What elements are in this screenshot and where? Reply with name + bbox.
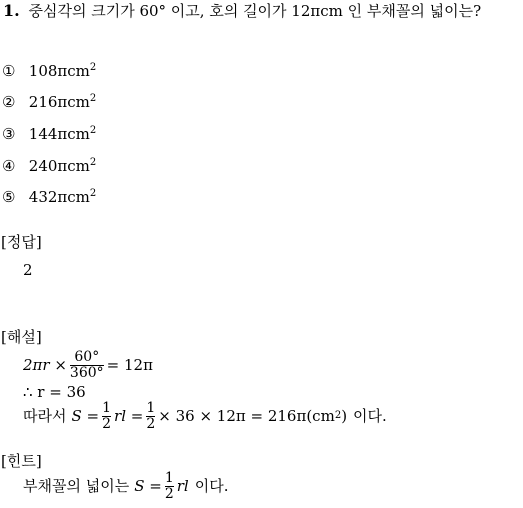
choice-value: 144πcm — [28, 125, 90, 143]
choice-value: 432πcm — [28, 188, 90, 206]
choice-marker: ② — [2, 93, 16, 111]
explanation-heading: [해설] — [1, 328, 42, 346]
hint-fraction — [165, 471, 174, 502]
choice-marker: ③ — [2, 125, 16, 143]
explanation-line-1 — [23, 347, 153, 383]
explanation-expr-left: 2πr × — [23, 355, 67, 374]
fraction-denominator: 2 — [164, 485, 174, 502]
choice-marker: ① — [2, 62, 16, 80]
hint-line — [23, 468, 228, 504]
fraction-denominator: 2 — [102, 415, 112, 432]
choice-unit-sup: 2 — [89, 188, 97, 199]
question — [3, 3, 481, 19]
explanation-prefix: 따라서 — [23, 406, 67, 425]
answer-value: 2 — [23, 261, 33, 279]
explanation-rl: rl = — [114, 406, 144, 425]
explanation-line-3: 따라서 S = $\frac{1}{2}$ rl = $\frac{1}{2}$ × 36 × 12π = 216π(cm 2 ) 이다. — [23, 399, 387, 432]
answer-heading: [정답] — [1, 233, 42, 251]
half-fraction — [102, 401, 111, 432]
hint-heading: [힌트] — [1, 452, 42, 470]
fraction-numerator: 1 — [102, 399, 112, 416]
choice-unit-sup: 2 — [89, 125, 97, 136]
explanation-suffix: 이다. — [353, 406, 387, 425]
fraction-denominator: 2 — [146, 415, 156, 432]
explanation-line-2: ∴ r = 36 — [23, 383, 86, 401]
explanation-s: S = — [71, 406, 100, 425]
fraction-numerator: 60° — [74, 348, 100, 365]
hint-suffix: 이다. — [194, 476, 229, 495]
hint-s: S = — [134, 476, 162, 495]
choice-1[interactable] — [2, 64, 96, 79]
hint-rl: rl — [176, 476, 189, 495]
explanation-close: ) — [341, 406, 348, 425]
choice-value: 108πcm — [28, 62, 90, 80]
question-number: 1. — [3, 1, 20, 20]
degree-fraction — [70, 350, 104, 381]
half-fraction-2 — [146, 401, 155, 432]
choice-marker: ⑤ — [2, 188, 16, 206]
choice-unit-sup: 2 — [89, 62, 97, 73]
choice-unit-sup: 2 — [89, 157, 97, 168]
fraction-numerator: 1 — [164, 469, 174, 486]
fraction-numerator: 1 — [146, 399, 156, 416]
choice-4[interactable] — [2, 159, 96, 174]
question-text: 중심각의 크기가 60° 이고, 호의 길이가 12πcm 인 부채꼴의 넓이는? — [28, 2, 482, 20]
choice-value: 216πcm — [28, 93, 90, 111]
fraction-denominator: 360° — [69, 364, 104, 381]
explanation-expr-right: = 12π — [106, 355, 153, 374]
choice-2[interactable] — [2, 95, 96, 110]
explanation-calc: × 36 × 12π = 216π(cm — [158, 406, 335, 425]
choice-3[interactable] — [2, 127, 96, 142]
choice-unit-sup: 2 — [89, 93, 97, 104]
choice-marker: ④ — [2, 157, 16, 175]
hint-prefix: 부채꼴의 넓이는 — [23, 476, 130, 495]
choice-value: 240πcm — [28, 157, 90, 175]
choice-5[interactable] — [2, 190, 96, 205]
